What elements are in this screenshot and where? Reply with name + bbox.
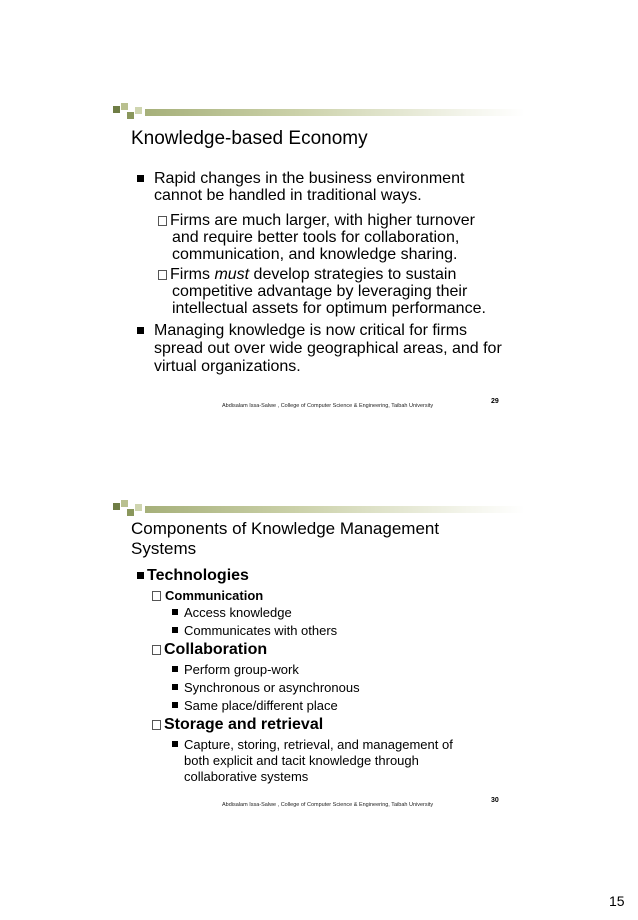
square-bullet-icon <box>172 609 178 615</box>
square-bullet-icon <box>172 741 178 747</box>
slide-30: Components of Knowledge Management Systems Technologies Communication Access knowledge Communicates with others Collaboration Perform group-work Synchronous or asynchronous Same place/different place Storage and retrieval Capture, storing, retrieval, and management of both explicit and tacit knowledge through collaborative systems 30 Abdisalam Issa-Salwe , College of Computer Science & Engineering, Taibah University <box>0 0 638 920</box>
sub-item: Collaboration <box>152 641 267 659</box>
slide-number: 29 <box>491 398 499 405</box>
page-number: 15 <box>609 893 625 909</box>
square-bullet-icon <box>172 666 178 672</box>
slide-29: Knowledge-based Economy Rapid changes in the business environment cannot be handled in traditional ways. Firms are much larger, with higher turnover and require better tools for collaboration, communication, and knowledge sharing. Firms must develop strategies to sustain competitive advantage by leveraging their intellectual assets for optimum performance. Managing knowledge is now critical for firms spread out over wide geographical areas, and for virtual organizations. 29 Abdisalam Issa-Salwe , College of Computer Science & Engineering, Taibah University <box>0 0 638 450</box>
sub-item: Firms must develop strategies to sustain <box>158 266 456 284</box>
square-bullet-icon <box>137 572 144 579</box>
checkbox-bullet-icon <box>152 720 161 730</box>
slide-footer: Abdisalam Issa-Salwe , College of Computer Science & Engineering, Taibah University <box>222 802 434 808</box>
slide-footer: Abdisalam Issa-Salwe , College of Computer Science & Engineering, Taibah University <box>222 403 434 409</box>
sub-item: Firms are much larger, with higher turnover <box>158 212 475 230</box>
slide-number: 30 <box>491 797 499 804</box>
sub-item: Communication <box>152 587 263 605</box>
square-bullet-icon <box>172 684 178 690</box>
sub-item: Storage and retrieval <box>152 716 323 734</box>
slide-title: Components of Knowledge Management Systems <box>131 519 440 558</box>
title-decoration <box>113 500 533 520</box>
slide-title: Knowledge-based Economy <box>131 128 368 149</box>
checkbox-bullet-icon <box>152 591 161 601</box>
square-bullet-icon <box>172 627 178 633</box>
checkbox-bullet-icon <box>152 645 161 655</box>
square-bullet-icon <box>172 702 178 708</box>
